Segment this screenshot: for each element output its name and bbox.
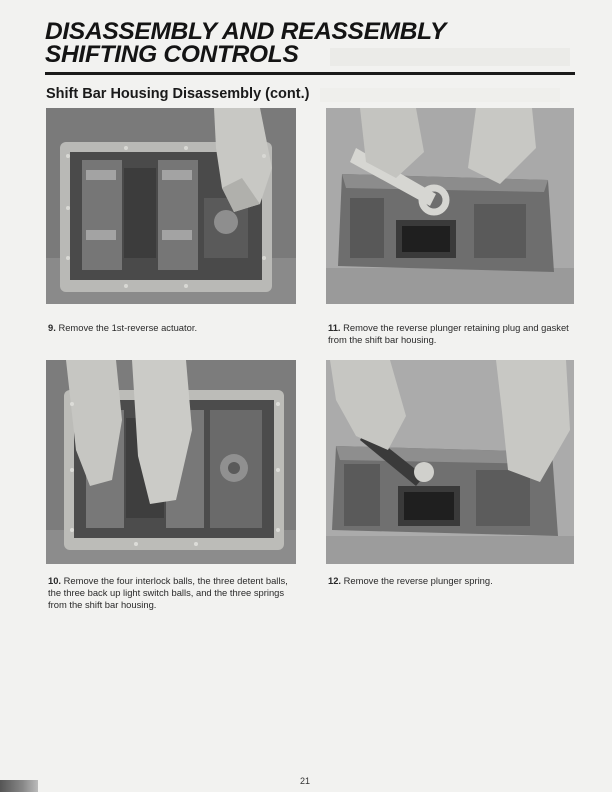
edge-tab (0, 780, 38, 792)
show-through-band (320, 88, 560, 102)
caption-step-12 (328, 575, 576, 587)
caption-step-10 (48, 575, 300, 611)
title-rule (45, 72, 575, 75)
title-line-2: SHIFTING CONTROLS (45, 41, 299, 68)
page-number: 21 (300, 776, 311, 786)
photo-step-10 (46, 360, 296, 564)
photo-step-11 (326, 108, 574, 304)
photo-step-9 (46, 108, 296, 304)
photo-step-12 (326, 360, 574, 564)
step-text: Remove the 1st-reverse actuator. (58, 322, 198, 333)
step-number: 11. (328, 322, 341, 333)
title-line-1: DISASSEMBLY AND REASSEMBLY (45, 18, 447, 45)
caption-step-9 (48, 322, 294, 334)
page-title (45, 20, 575, 66)
step-text: Remove the reverse plunger retaining plug and gasket from the shift bar housing. (328, 322, 569, 345)
section-subtitle: Shift Bar Housing Disassembly (cont.) (46, 86, 310, 102)
step-number: 12. (328, 575, 342, 586)
step-text: Remove the four interlock balls, the three detent balls, the three back up light switch balls, and the three springs from the shift bar housing. (48, 575, 288, 610)
step-text: Remove the reverse plunger spring. (343, 575, 493, 586)
caption-step-11 (328, 322, 576, 346)
step-number: 9. (48, 322, 56, 333)
step-number: 10. (48, 575, 62, 586)
